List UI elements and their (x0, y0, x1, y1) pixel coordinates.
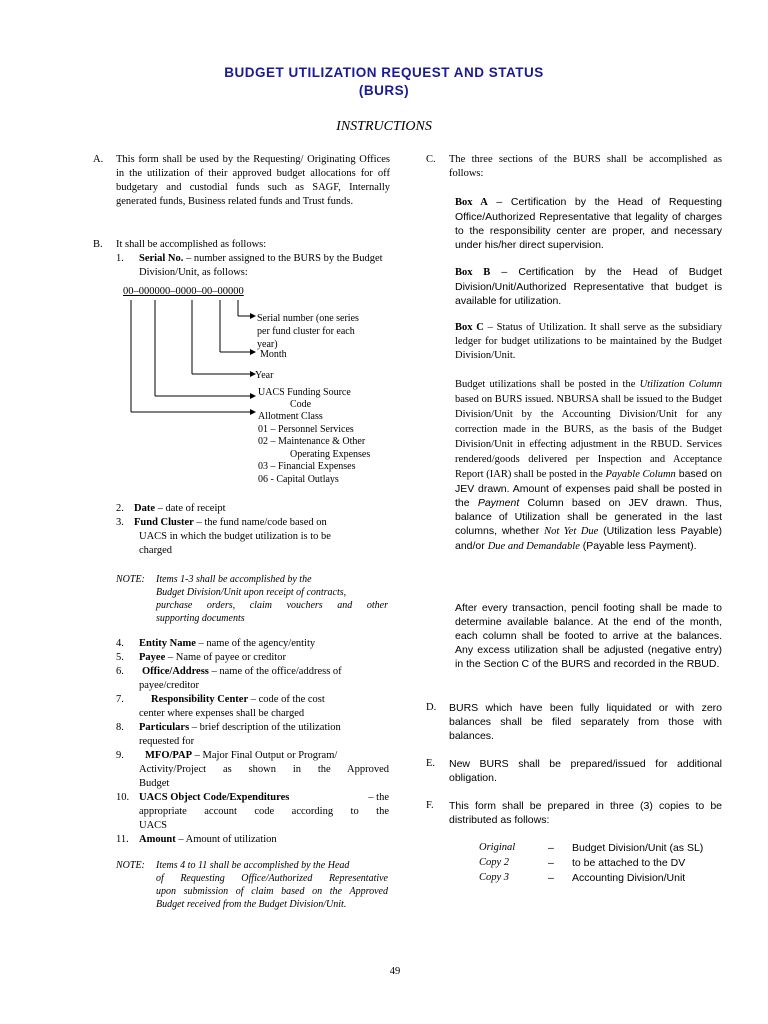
diagram-uacs-l2: Code (290, 399, 312, 410)
copy-row (479, 871, 729, 886)
diagram-month-label: Month (260, 349, 287, 360)
copy-name: Copy 3 (479, 872, 510, 883)
section-f-label: F. (426, 800, 434, 811)
item-4-term: Entity Name (139, 638, 196, 649)
item-10-cont-1: appropriate account code according to the (139, 806, 389, 817)
page-title: BUDGET UTILIZATION REQUEST AND STATUS (224, 65, 544, 80)
section-c-intro: The three sections of the BURS shall be accomplished as follows: (449, 154, 722, 179)
section-b-label: B. (93, 239, 103, 250)
copy-dash: – (548, 872, 554, 884)
note-1-label: NOTE: (116, 574, 145, 585)
note-1-l3: purchase orders, claim vouchers and other (156, 600, 388, 611)
serial-format: 00–000000–0000–00–00000 (123, 286, 244, 297)
page-number: 49 (389, 966, 401, 977)
para1-k: (Payable less Payment). (579, 540, 697, 552)
posting-paragraph (455, 377, 722, 554)
copy-destination: Accounting Division/Unit (572, 872, 686, 884)
item-7-term: Responsibility Center (151, 694, 249, 705)
section-a-label: A. (93, 154, 104, 165)
diagram-allot-02b: Operating Expenses (290, 448, 371, 460)
section-f-text: This form shall be prepared in three (3) copies to be distributed as follows: (449, 800, 722, 826)
item-2-term: Date (134, 503, 155, 514)
note-1-l1: Items 1-3 shall be accomplished by the (156, 574, 312, 585)
para1-payment: Payment (477, 497, 520, 509)
item-9-num: 9. (116, 750, 124, 761)
copies-list (479, 841, 729, 886)
item-10-cont-2: UACS (139, 820, 168, 831)
item-6-num: 6. (116, 666, 124, 677)
item-9-cont-1: Activity/Project as shown in the Approved (139, 764, 389, 775)
note-1-l2: Budget Division/Unit upon receipt of contracts, (156, 587, 347, 598)
box-b-text: – Certification by the Head of Budget Division/Unit/Authorized Representative that budget is available for utilization. (455, 266, 722, 307)
para1-payable-column: Payable Column (605, 469, 676, 480)
para1-c: based on BURS issued. NBURSA shall be issued to the Budget Division/Unit by the Accounting Division/Unit for any correction made in the BURS, as the basis of the Budget Division/Unit in effecting adjustment in the RBUD. Services rendered/goods delivered per Inspection and Acceptance Report (IAR) shall be posted in the (455, 394, 722, 480)
item-9-cont-2: Budget (139, 778, 170, 789)
section-e-text: New BURS shall be prepared/issued for additional obligation. (449, 758, 722, 784)
item-3-term: Fund Cluster (134, 517, 194, 528)
item-5-num: 5. (116, 652, 124, 663)
copy-dash: – (548, 842, 554, 854)
box-a-term: Box A (455, 197, 488, 208)
section-b-intro: It shall be accomplished as follows: (116, 239, 267, 250)
note-1-l4: supporting documents (156, 613, 245, 624)
para1-a: Budget utilizations shall be posted in the (455, 379, 640, 390)
section-e-label: E. (426, 758, 436, 769)
diagram-allot-06: 06 - Capital Outlays (258, 473, 339, 485)
para1-i: (Utilization less Payable) and/or (455, 525, 722, 552)
item-2-num: 2. (116, 503, 124, 514)
item-8-text: – brief description of the utilization (189, 722, 341, 733)
diagram-uacs-l1: UACS Funding Source (258, 387, 351, 398)
para1-due-and-demandable: Due and Demandable (487, 541, 580, 552)
note-2-l4: Budget received from the Budget Division/Unit. (156, 899, 347, 910)
page-subtitle: (BURS) (358, 83, 410, 98)
diagram-serial-l2: per fund cluster for each (257, 326, 355, 337)
box-c-term: Box C (455, 322, 484, 333)
item-3-text: – the fund name/code based on (193, 517, 327, 528)
item-8-num: 8. (116, 722, 124, 733)
note-2-l1: Items 4 to 11 shall be accomplished by the Head (156, 860, 350, 871)
copy-destination: Budget Division/Unit (as SL) (572, 842, 704, 854)
section-d-label: D. (426, 702, 437, 713)
item-1-term: Serial No. (139, 253, 184, 264)
instructions-heading: INSTRUCTIONS (336, 119, 432, 134)
item-3-cont-2: charged (139, 545, 173, 556)
note-2-l2: of Requesting Office/Authorized Representative (156, 873, 388, 884)
item-6-term: Office/Address (142, 666, 209, 677)
copy-destination: to be attached to the DV (572, 857, 686, 869)
diagram-allot-02a: 02 – Maintenance & Other (258, 436, 366, 447)
box-c (455, 321, 722, 363)
item-9-text: – Major Final Output or Program/ (192, 750, 338, 761)
item-8-cont: requested for (139, 736, 195, 747)
para1-e: based on JEV drawn. Amount of expenses paid shall be posted in the (455, 468, 723, 509)
item-4-text: – name of the agency/entity (195, 638, 316, 649)
item-9-term: MFO/PAP (145, 750, 193, 761)
item-5-text: – Name of payee or creditor (165, 652, 286, 663)
item-5-term: Payee (139, 652, 166, 663)
copy-row (479, 856, 729, 871)
item-8-term: Particulars (139, 722, 190, 733)
para1-utilization-column: Utilization Column (639, 379, 722, 390)
item-6-cont: payee/creditor (139, 680, 200, 691)
item-7-num: 7. (116, 694, 124, 705)
copy-name: Original (479, 842, 516, 853)
item-10-term: UACS Object Code/Expenditures (139, 792, 290, 803)
item-6-text: – name of the office/address of (208, 666, 342, 677)
note-2-l3: upon submission of claim based on the Approved (156, 886, 388, 897)
section-d-text: BURS which have been fully liquidated or with zero balances shall be filed separately from those with balances. (449, 702, 722, 742)
item-1-text: – number assigned to the BURS by the Budget Division/Unit, as follows: (139, 253, 383, 278)
section-c-label: C. (426, 154, 436, 165)
diagram-allot-01: 01 – Personnel Services (258, 423, 354, 435)
box-c-text: – Status of Utilization. It shall serve as the subsidiary ledger for budget utilizations to be maintained by the Budget Division/Unit. (455, 322, 722, 361)
diagram-serial-l1: Serial number (one series (257, 313, 359, 324)
note-2-label: NOTE: (116, 860, 145, 871)
item-2-text: – date of receipt (155, 503, 226, 514)
diagram-allot-03: 03 – Financial Expenses (258, 461, 356, 472)
item-11-num: 11. (116, 834, 129, 845)
item-10-text: – the (368, 792, 389, 803)
diagram-allot-title: Allotment Class (258, 411, 323, 422)
box-b (455, 265, 722, 308)
box-b-term: Box B (455, 267, 491, 278)
pencil-footing-paragraph: After every transaction, pencil footing shall be made to determine available balance. At the end of the month, each column shall be footed to arrive at the balances. Any excess utilization shall be adjusted (negative entry) in the Section C of the BURS and recorded in the RBUD. (455, 602, 722, 670)
item-3-cont-1: UACS in which the budget utilization is to be (139, 531, 331, 542)
item-3-num: 3. (116, 517, 124, 528)
para1-not-yet-due: Not Yet Due (544, 526, 599, 537)
item-7-text: – code of the cost (248, 694, 325, 705)
item-11-term: Amount (139, 834, 176, 845)
copy-dash: – (548, 857, 554, 869)
item-4-num: 4. (116, 638, 124, 649)
item-1-num: 1. (116, 253, 124, 264)
box-a (455, 195, 722, 252)
item-11-text: – Amount of utilization (175, 834, 277, 845)
para1-g: Column based on JEV drawn. Thus, balance of Utilization shall be generated in the last columns, whether (455, 497, 722, 537)
copy-row (479, 841, 729, 856)
section-a-text: This form shall be used by the Requesting/ Originating Offices in the utilization of their approved budget allocations for off budgetary and custodial funds such as SAGF, Internally generated funds, Business related funds and Trust funds. (116, 154, 390, 207)
box-a-text: – Certification by the Head of Requesting Office/Authorized Representative that legality of charges to the responsibility center are proper, and necessary under his/her direct supervision. (455, 196, 722, 251)
item-10-num: 10. (116, 792, 130, 803)
diagram-year-label: Year (255, 370, 274, 381)
item-7-cont: center where expenses shall be charged (139, 708, 305, 719)
diagram-serial-l3: year) (257, 339, 278, 350)
copy-name: Copy 2 (479, 857, 510, 868)
